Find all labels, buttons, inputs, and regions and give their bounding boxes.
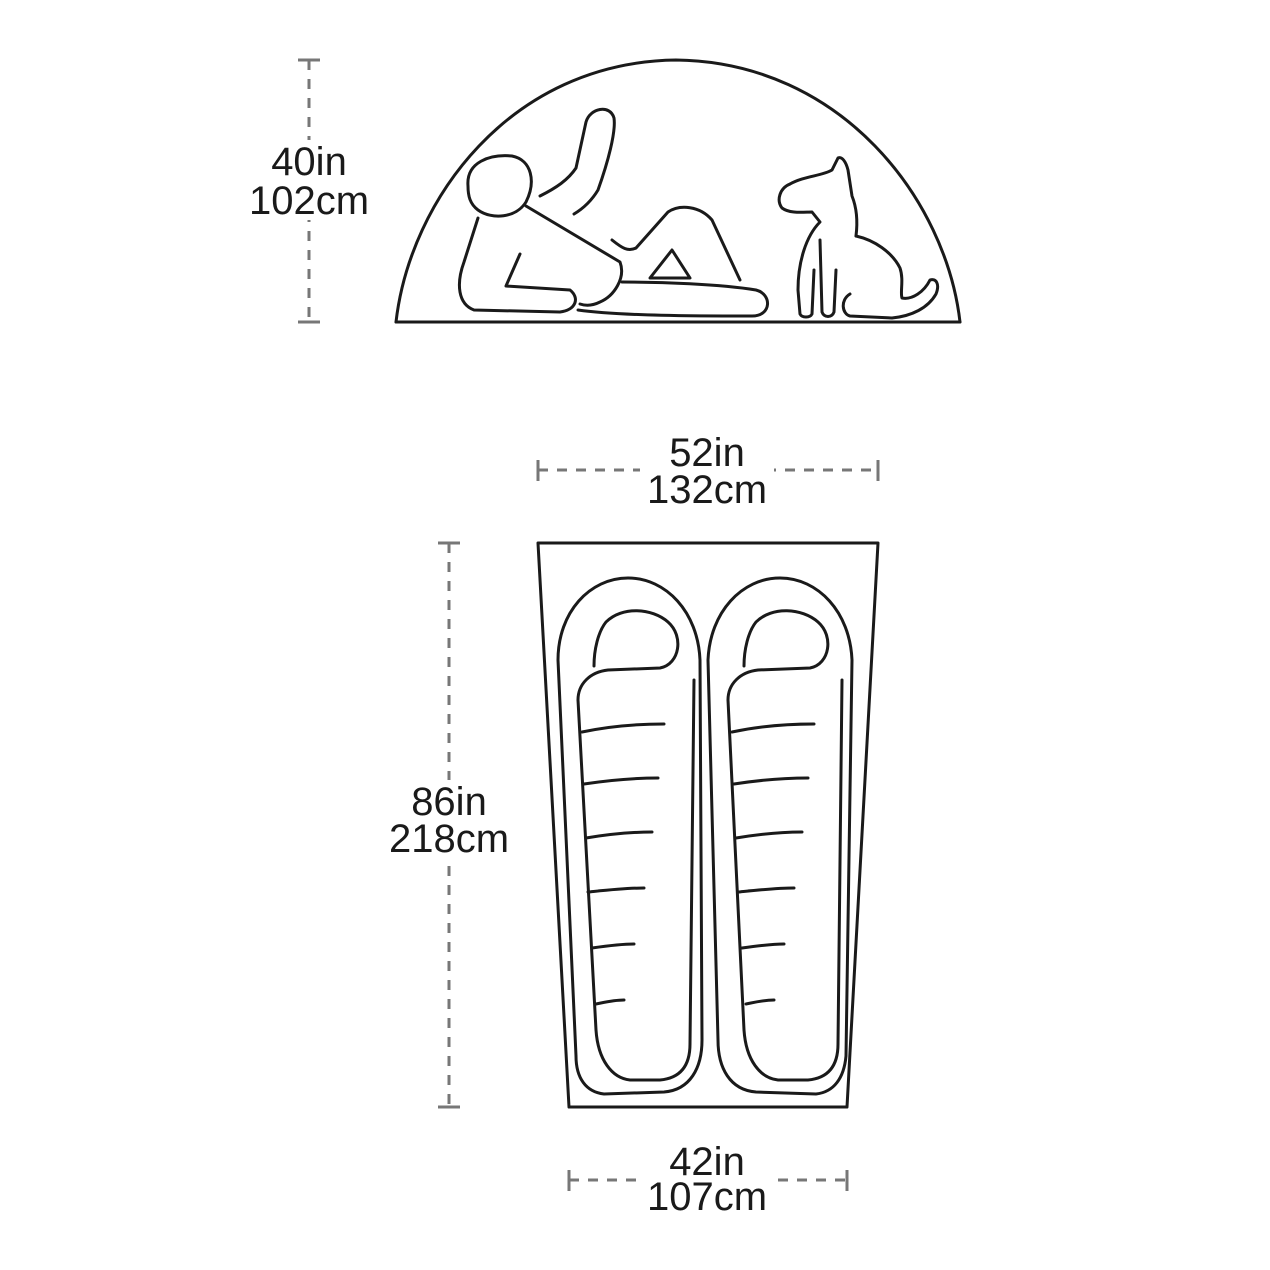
sleeping-bag-right xyxy=(708,578,852,1094)
tent-floor-outline xyxy=(538,543,878,1107)
foot-width-dimension xyxy=(569,1140,847,1220)
height-cm-label: 102cm xyxy=(248,179,370,223)
length-dimension xyxy=(388,543,512,1107)
head-width-cm-label: 132cm xyxy=(646,468,768,512)
person-icon xyxy=(459,109,767,316)
height-in-label: 40in xyxy=(271,140,347,184)
head-width-dimension xyxy=(538,430,878,512)
head-width-in-label: 52in xyxy=(669,431,745,475)
length-in-label: 86in xyxy=(411,780,487,824)
height-dimension xyxy=(245,60,370,322)
dog-icon xyxy=(779,158,937,318)
length-cm-label: 218cm xyxy=(388,817,510,861)
sleeping-bag-left xyxy=(558,578,702,1094)
foot-width-cm-label: 107cm xyxy=(646,1175,768,1219)
foot-width-in-label: 42in xyxy=(669,1140,745,1184)
